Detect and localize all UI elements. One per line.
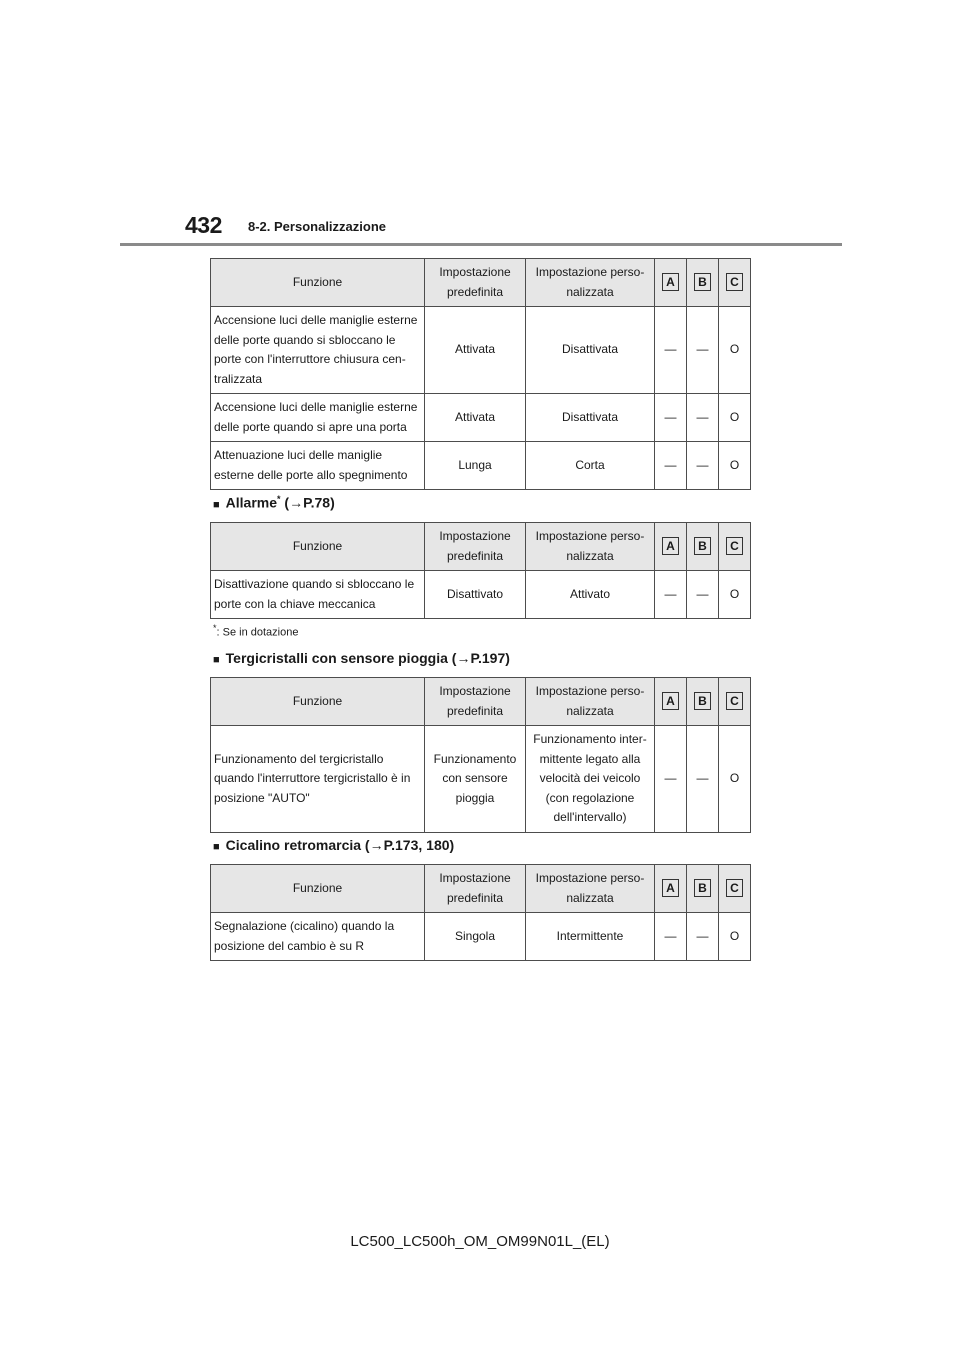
cell-a: — [655, 571, 687, 619]
col-c [719, 678, 751, 726]
cell-funzione: Attenuazione luci delle maniglie esterne delle porte allo spegnimento [211, 442, 425, 490]
cell-funzione: Funzionamento del tergicristallo quando l'interruttore tergicristallo è in posizione "AUTO" [211, 726, 425, 833]
col-a [655, 523, 687, 571]
table-row [211, 571, 751, 619]
table-row [211, 442, 751, 490]
cell-custom: Corta [526, 442, 655, 490]
cell-c: O [719, 442, 751, 490]
cell-c: O [719, 913, 751, 961]
square-bullet-icon: ■ [213, 654, 220, 666]
table-row [211, 913, 751, 961]
section-title: 8-2. Personalizzazione [248, 219, 386, 234]
col-a-badge: A [662, 692, 679, 710]
square-bullet-icon: ■ [213, 498, 220, 511]
table-header-row [211, 259, 751, 307]
cell-b: — [687, 726, 719, 833]
col-b [687, 523, 719, 571]
cell-default: Attivata [425, 394, 526, 442]
col-c-badge: C [726, 273, 743, 291]
cell-a: — [655, 442, 687, 490]
square-bullet-icon: ■ [213, 841, 220, 853]
col-default: Impostazione predefinita [425, 259, 526, 307]
tergicristalli-title: Tergicristalli con sensore pioggia (→P.197) [225, 650, 510, 666]
cicalino-heading [213, 837, 454, 853]
cell-a: — [655, 394, 687, 442]
table-header-row [211, 865, 751, 913]
col-c-badge: C [726, 537, 743, 555]
cell-default: Singola [425, 913, 526, 961]
col-funzione: Funzione [211, 865, 425, 913]
col-c-badge: C [726, 879, 743, 897]
cell-a: — [655, 726, 687, 833]
cell-custom: Intermittente [526, 913, 655, 961]
col-funzione: Funzione [211, 259, 425, 307]
col-c [719, 865, 751, 913]
allarme-title: Allarme [225, 494, 278, 511]
cell-c: O [719, 394, 751, 442]
cicalino-title: Cicalino retromarcia (→P.173, 180) [225, 837, 455, 853]
table-row [211, 726, 751, 833]
col-b [687, 259, 719, 307]
col-b-badge: B [694, 273, 711, 291]
cell-custom: Disattivata [526, 394, 655, 442]
col-custom: Impostazione perso-nalizzata [526, 678, 655, 726]
col-a [655, 259, 687, 307]
allarme-table [210, 522, 751, 619]
cell-default: Attivata [425, 307, 526, 394]
cicalino-table [210, 864, 751, 961]
footnote [213, 623, 298, 639]
col-custom: Impostazione perso-nalizzata [526, 523, 655, 571]
col-a [655, 678, 687, 726]
col-default: Impostazione predefinita [425, 523, 526, 571]
cell-b: — [687, 307, 719, 394]
col-custom: Impostazione perso-nalizzata [526, 259, 655, 307]
col-c-badge: C [726, 692, 743, 710]
col-funzione: Funzione [211, 678, 425, 726]
col-a-badge: A [662, 537, 679, 555]
cell-funzione: Segnalazione (cicalino) quando la posizione del cambio è su R [211, 913, 425, 961]
cell-custom: Disattivata [526, 307, 655, 394]
table-row [211, 394, 751, 442]
col-funzione: Funzione [211, 523, 425, 571]
cell-c: O [719, 307, 751, 394]
cell-custom: Funzionamento inter-mittente legato alla velocità dei veicolo (con regolazione dell'intervallo) [526, 726, 655, 833]
cell-c: O [719, 726, 751, 833]
footnote-mark: * [213, 623, 217, 633]
allarme-asterisk: * [277, 494, 281, 504]
col-custom: Impostazione perso-nalizzata [526, 865, 655, 913]
tergicristalli-table [210, 677, 751, 833]
door-handle-lights-table [210, 258, 751, 490]
table-row [211, 307, 751, 394]
cell-funzione: Accensione luci delle maniglie esterne delle porte quando si apre una porta [211, 394, 425, 442]
table-header-row [211, 523, 751, 571]
col-c [719, 259, 751, 307]
footer-code: LC500_LC500h_OM_OM99N01L_(EL) [350, 1233, 610, 1250]
col-b [687, 678, 719, 726]
footnote-text: : Se in dotazione [216, 626, 299, 639]
col-default: Impostazione predefinita [425, 678, 526, 726]
table-header-row [211, 678, 751, 726]
col-c [719, 523, 751, 571]
col-b-badge: B [694, 879, 711, 897]
cell-b: — [687, 442, 719, 490]
page-number: 432 [185, 212, 222, 238]
cell-default: Disattivato [425, 571, 526, 619]
col-default: Impostazione predefinita [425, 865, 526, 913]
cell-default: Lunga [425, 442, 526, 490]
cell-default: Funzionamento con sensore pioggia [425, 726, 526, 833]
cell-b: — [687, 913, 719, 961]
col-b-badge: B [694, 692, 711, 710]
cell-a: — [655, 913, 687, 961]
col-b-badge: B [694, 537, 711, 555]
cell-custom: Attivato [526, 571, 655, 619]
cell-b: — [687, 394, 719, 442]
cell-funzione: Disattivazione quando si sbloccano le porte con la chiave meccanica [211, 571, 425, 619]
tergicristalli-heading [213, 650, 510, 666]
cell-a: — [655, 307, 687, 394]
col-a [655, 865, 687, 913]
cell-c: O [719, 571, 751, 619]
cell-funzione: Accensione luci delle maniglie esterne delle porte quando si sbloccano le porte con l'interruttore chiusura cen-tralizzata [211, 307, 425, 394]
allarme-ref: (→P.78) [284, 494, 335, 511]
col-a-badge: A [662, 273, 679, 291]
cell-b: — [687, 571, 719, 619]
col-b [687, 865, 719, 913]
col-a-badge: A [662, 879, 679, 897]
header-rule [120, 243, 842, 246]
allarme-heading [213, 494, 335, 511]
